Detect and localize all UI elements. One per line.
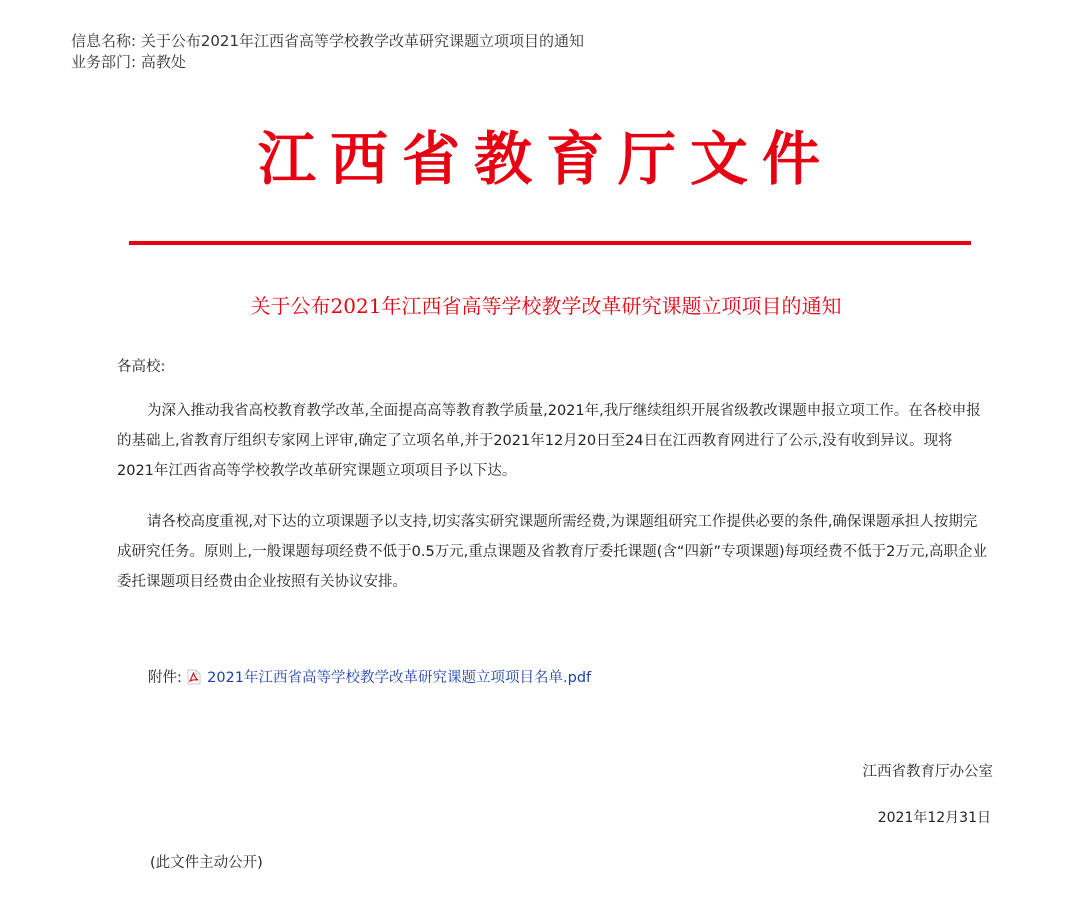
info-name-label: 信息名称: <box>71 32 137 50</box>
issue-date: 2021年12月31日 <box>877 810 991 826</box>
attachment-row <box>148 666 591 690</box>
paragraph-2: 请各校高度重视,对下达的立项课题予以支持,切实落实研究课题所需经费,为课题组研究工作提供必要的条件,确保课题承担人按期完成研究任务。原则上,一般课题每项经费不低于0.5万元,重点课题及省教育厅委托课题(含“四新”专项课题)每项经费不低于2万元,高职企业委托课题项目经费由企业按照有关协议安排。 <box>117 514 987 590</box>
department-row <box>71 52 186 72</box>
salutation: 各高校: <box>117 359 166 375</box>
issuing-office: 江西省教育厅办公室 <box>862 764 993 780</box>
public-disclosure-note: (此文件主动公开) <box>150 855 263 871</box>
info-name-value: 关于公布2021年江西省高等学校教学改革研究课题立项项目的通知 <box>140 32 585 50</box>
document-title: 关于公布2021年江西省高等学校教学改革研究课题立项项目的通知 <box>250 294 842 318</box>
attachment-label: 附件: <box>148 670 182 686</box>
paragraph-1: 为深入推动我省高校教育教学改革,全面提高高等教育教学质量,2021年,我厅继续组织开展省级教改课题申报立项工作。在各校申报的基础上,省教育厅组织专家网上评审,确定了立项名单,并于2021年12月20日至24日在江西教育网进行了公示,没有收到异议。现将2021年江西省高等学校教学改革研究课题立项项目予以下达。 <box>117 403 981 479</box>
department-label: 业务部门: <box>71 53 137 71</box>
red-masthead: 江西省教育厅文件 <box>257 125 834 193</box>
red-divider-line <box>129 241 971 245</box>
pdf-icon <box>187 669 201 685</box>
department-value: 高教处 <box>140 53 186 71</box>
info-name-row <box>71 31 584 51</box>
attachment-pdf-link[interactable]: 2021年江西省高等学校教学改革研究课题立项项目名单.pdf <box>207 670 592 686</box>
